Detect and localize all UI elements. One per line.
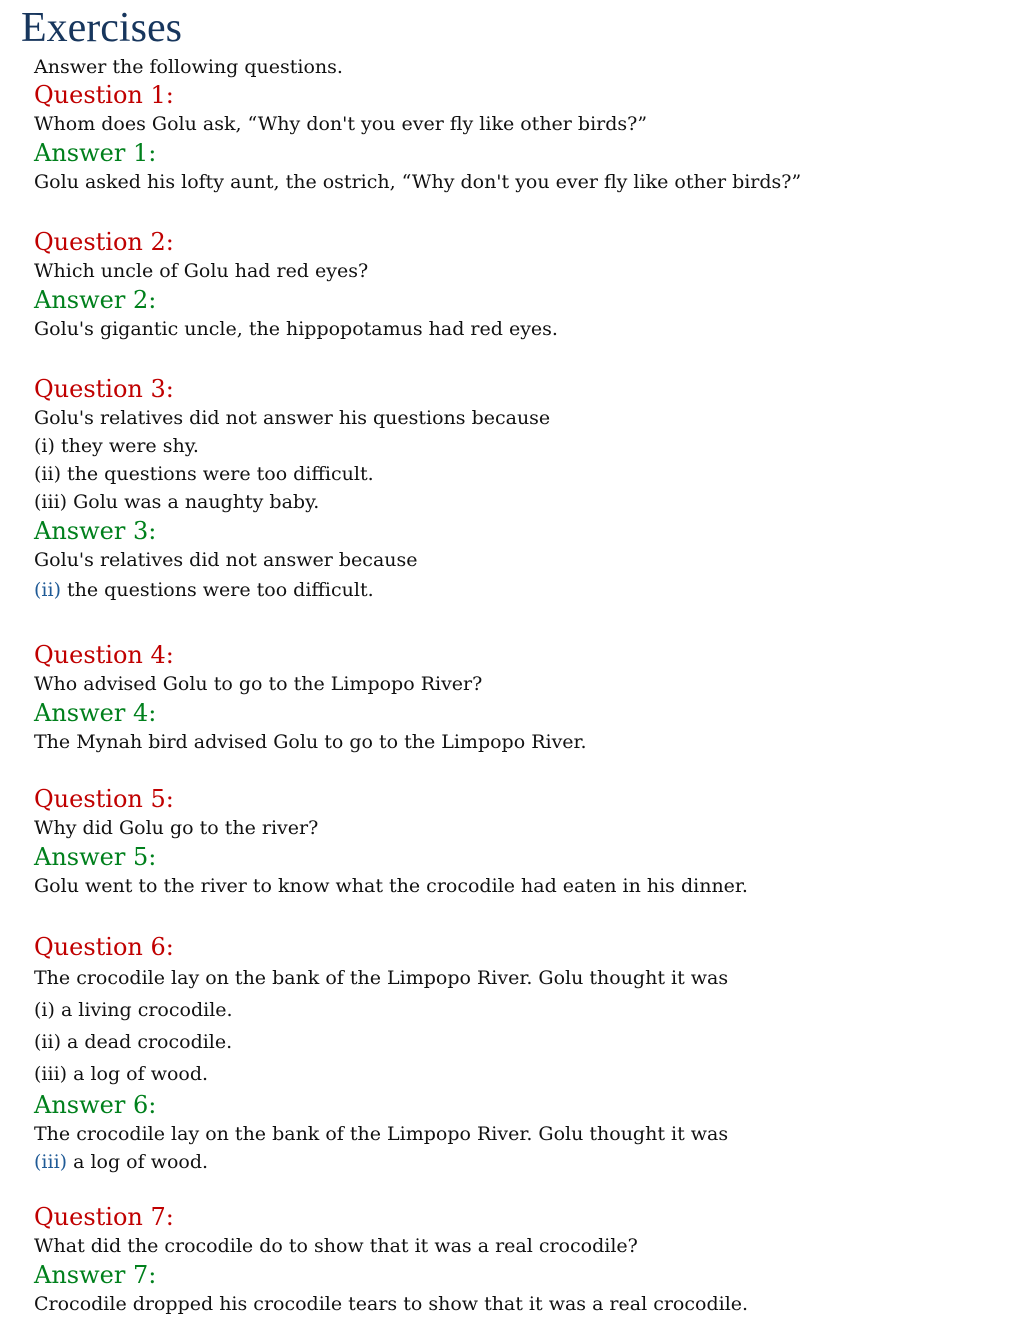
answer-label: Answer 7: (34, 1261, 157, 1289)
question-text: Who advised Golu to go to the Limpopo River? (34, 673, 483, 695)
answer-text: Crocodile dropped his crocodile tears to show that it was a real crocodile. (34, 1293, 749, 1315)
question-text: What did the crocodile do to show that it was a real crocodile? (34, 1235, 638, 1257)
question-option: (i) they were shy. (34, 435, 199, 457)
answer-text: Golu went to the river to know what the crocodile had eaten in his dinner. (34, 875, 748, 897)
answer-label: Answer 5: (34, 843, 157, 871)
question-option: (iii) Golu was a naughty baby. (34, 491, 320, 513)
question-label: Question 4: (34, 641, 174, 669)
question-label: Question 5: (34, 785, 174, 813)
question-label: Question 1: (34, 81, 174, 109)
question-text: Why did Golu go to the river? (34, 817, 319, 839)
answer-option (34, 1148, 1014, 1176)
qa-block-7 (34, 1202, 1014, 1318)
answer-label: Answer 3: (34, 517, 157, 545)
answer-label: Answer 2: (34, 286, 157, 314)
question-label: Question 6: (34, 933, 174, 961)
question-option: (iii) a log of wood. (34, 1063, 209, 1085)
answer-label: Answer 1: (34, 139, 157, 167)
question-option: (ii) a dead crocodile. (34, 1031, 233, 1053)
question-label: Question 2: (34, 228, 174, 256)
question-label: Question 3: (34, 375, 174, 403)
question-option: (ii) the questions were too difficult. (34, 463, 374, 485)
qa-block-1 (34, 80, 1014, 196)
answer-text: Golu's relatives did not answer because (34, 549, 418, 571)
question-text: Golu's relatives did not answer his questions because (34, 407, 551, 429)
answer-text: The crocodile lay on the bank of the Limpopo River. Golu thought it was (34, 1123, 729, 1145)
question-label: Question 7: (34, 1203, 174, 1231)
answer-option-text: the questions were too difficult. (60, 579, 374, 601)
answer-option-marker: (iii) (34, 1151, 68, 1173)
qa-block-4 (34, 640, 1014, 756)
instructions-text: Answer the following questions. (34, 56, 343, 78)
qa-block-2 (34, 227, 1014, 343)
qa-block-5 (34, 784, 1014, 900)
answer-option-marker: (ii) (34, 579, 61, 601)
qa-block-6 (34, 932, 1014, 1176)
answer-label: Answer 6: (34, 1091, 157, 1119)
question-text: The crocodile lay on the bank of the Limpopo River. Golu thought it was (34, 967, 729, 989)
question-option: (i) a living crocodile. (34, 999, 233, 1021)
answer-label: Answer 4: (34, 699, 157, 727)
question-text: Which uncle of Golu had red eyes? (34, 260, 369, 282)
question-text: Whom does Golu ask, “Why don't you ever fly like other birds?” (34, 113, 648, 135)
qa-block-3 (34, 374, 1014, 606)
answer-text: The Mynah bird advised Golu to go to the Limpopo River. (34, 731, 587, 753)
answer-option (34, 574, 1014, 606)
answer-text: Golu's gigantic uncle, the hippopotamus had red eyes. (34, 318, 558, 340)
answer-text: Golu asked his lofty aunt, the ostrich, “Why don't you ever fly like other birds?” (34, 171, 802, 193)
page-title: Exercises (21, 5, 182, 51)
answer-option-text: a log of wood. (67, 1151, 209, 1173)
